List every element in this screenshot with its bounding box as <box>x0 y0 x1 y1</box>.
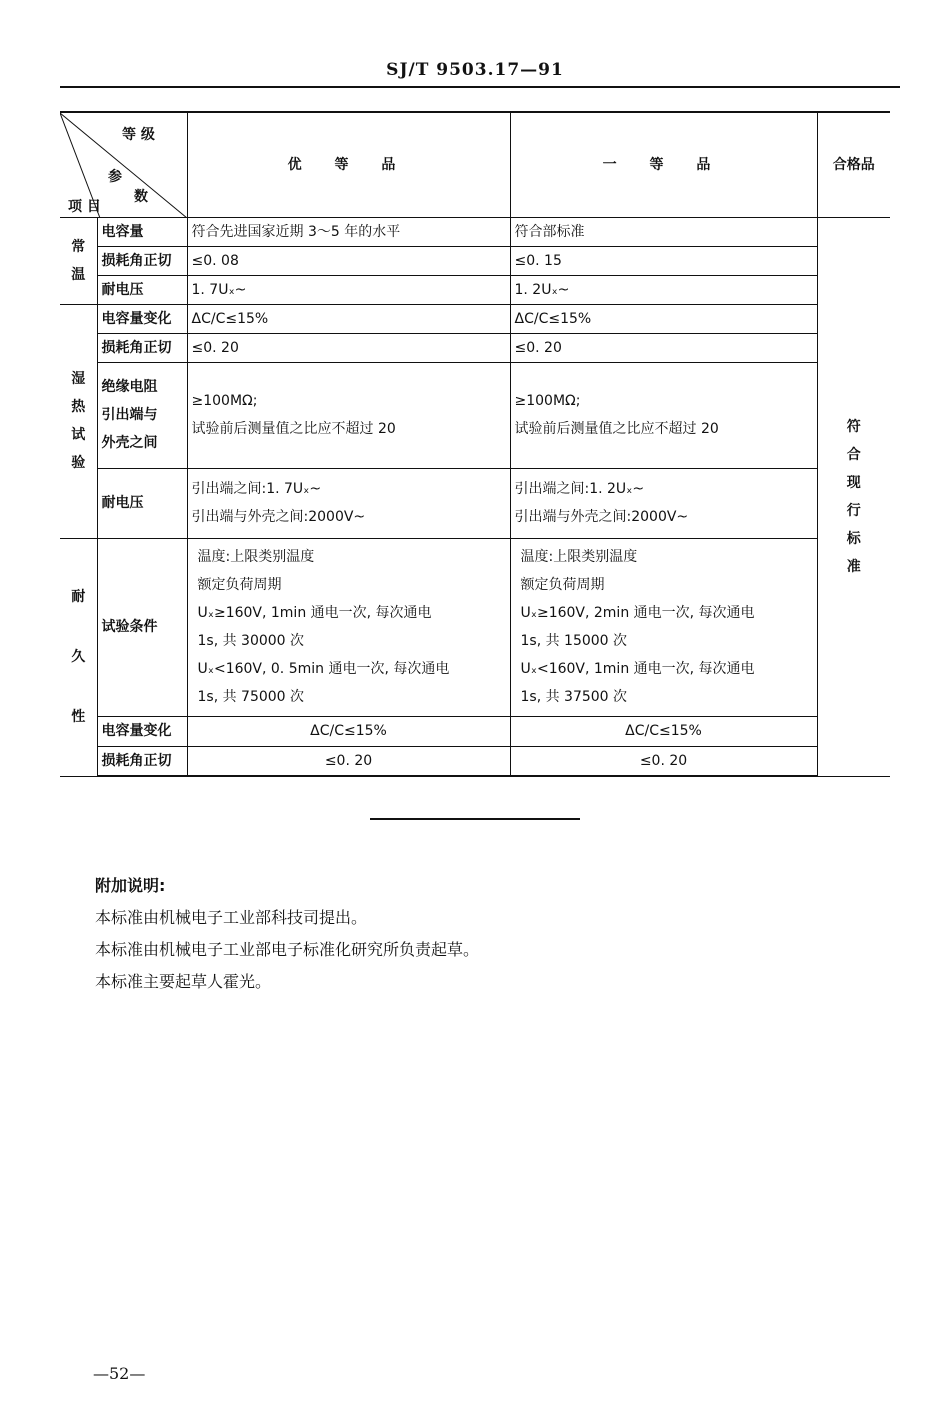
table-row <box>60 304 890 333</box>
row-item: 电容量变化 <box>97 716 187 746</box>
notes-line: 本标准由机械电子工业部电子标准化研究所负责起草。 <box>95 940 480 959</box>
group-endurance: 耐 久 性 <box>60 538 97 776</box>
table-row <box>60 746 890 776</box>
first-value: ≤0. 15 <box>510 246 817 275</box>
first-value: 引出端之间:1. 2Uₓ~ 引出端与外壳之间:2000V~ <box>510 468 817 538</box>
notes-title: 附加说明: <box>95 876 166 895</box>
table-row <box>60 275 890 304</box>
row-item: 耐电压 <box>97 468 187 538</box>
corner-param: 参 <box>108 169 122 185</box>
row-item: 耐电压 <box>97 275 187 304</box>
table-row <box>60 246 890 275</box>
superior-value: ≤0. 08 <box>187 246 510 275</box>
table-row <box>60 468 890 538</box>
col-qualified: 合格品 <box>817 112 890 217</box>
col-superior: 优 等 品 <box>187 112 510 217</box>
first-value: 温度:上限类别温度 额定负荷周期 Uₓ≥160V, 2min 通电一次, 每次通电 1s, 共 15000 次 Uₓ<160V, 1min 通电一次, 每次通电 1s, 共 37500 次 <box>510 538 817 716</box>
row-item: 损耗角正切 <box>97 333 187 362</box>
first-value: 1. 2Uₓ~ <box>510 275 817 304</box>
superior-value: ΔC/C≤15% <box>187 304 510 333</box>
additional-notes <box>95 870 479 998</box>
qualified-text: 符 合 现 行 标 准 <box>817 217 890 776</box>
first-value: ΔC/C≤15% <box>510 716 817 746</box>
row-item-insulation: 绝缘电阻 引出端与 外壳之间 <box>97 362 187 468</box>
superior-value: 引出端之间:1. 7Uₓ~ 引出端与外壳之间:2000V~ <box>187 468 510 538</box>
superior-value: 符合先进国家近期 3～5 年的水平 <box>187 217 510 246</box>
superior-value: ≤0. 20 <box>187 746 510 776</box>
corner-number: 数 <box>134 189 148 205</box>
first-value: ≤0. 20 <box>510 746 817 776</box>
row-item: 电容量 <box>97 217 187 246</box>
col-first: 一 等 品 <box>510 112 817 217</box>
superior-value: ≤0. 20 <box>187 333 510 362</box>
header-rule <box>60 86 900 88</box>
row-item: 损耗角正切 <box>97 246 187 275</box>
header-row <box>60 112 890 217</box>
corner-grade: 等 级 <box>122 127 155 143</box>
notes-line: 本标准由机械电子工业部科技司提出。 <box>95 908 368 927</box>
end-rule <box>370 818 580 820</box>
table-row <box>60 362 890 468</box>
table-row <box>60 217 890 246</box>
first-value: 符合部标准 <box>510 217 817 246</box>
superior-value: ΔC/C≤15% <box>187 716 510 746</box>
table-row <box>60 716 890 746</box>
spec-table <box>60 111 890 777</box>
first-value: ≥100MΩ; 试验前后测量值之比应不超过 20 <box>510 362 817 468</box>
notes-line: 本标准主要起草人霍光。 <box>95 972 272 991</box>
superior-value: 温度:上限类别温度 额定负荷周期 Uₓ≥160V, 1min 通电一次, 每次通电 1s, 共 30000 次 Uₓ<160V, 0. 5min 通电一次, 每次通电 1s, 共 75000 次 <box>187 538 510 716</box>
document-number: SJ/T 9503.17—91 <box>386 60 564 80</box>
group-normal-temp: 常 温 <box>60 217 97 304</box>
table-row <box>60 333 890 362</box>
group-damp-heat: 湿 热 试 验 <box>60 304 97 538</box>
superior-value: ≥100MΩ; 试验前后测量值之比应不超过 20 <box>187 362 510 468</box>
table-row <box>60 538 890 716</box>
row-item: 损耗角正切 <box>97 746 187 776</box>
first-value: ΔC/C≤15% <box>510 304 817 333</box>
corner-cell <box>60 112 187 217</box>
row-item: 电容量变化 <box>97 304 187 333</box>
row-item: 试验条件 <box>97 538 187 716</box>
page-number: —52— <box>93 1364 146 1383</box>
superior-value: 1. 7Uₓ~ <box>187 275 510 304</box>
corner-item: 项 目 <box>68 199 101 215</box>
first-value: ≤0. 20 <box>510 333 817 362</box>
